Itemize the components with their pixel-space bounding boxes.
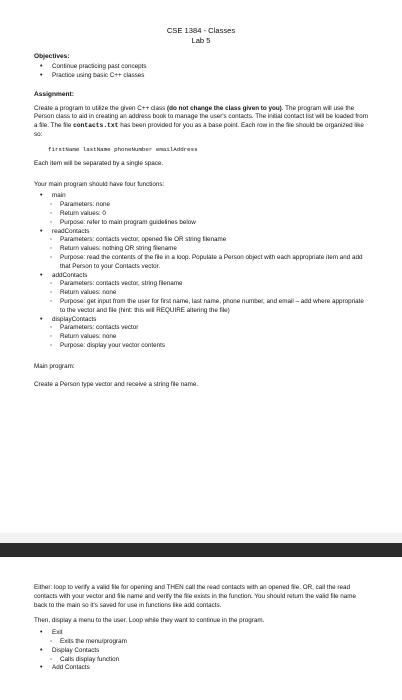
function-detail: ◦ Purpose: get input from the user for first name, last name, phone number, and email – add where appropriate to the vector and file (hint: this will REQUIRE altering the file)	[34, 298, 368, 316]
either-paragraph: Either: loop to verify a valid file for opening and THEN call the read contacts with an opened file. OR, call the read contacts with your vector and file name and verify the file exists in the function. You should return the valid file name back to the main so it's saved for use in functions like add contacts.	[34, 584, 357, 609]
function-detail: ◦ Parameters: contacts vector	[34, 324, 368, 333]
menu-item-name: Display Contacts	[52, 646, 100, 654]
page-gap	[0, 557, 402, 584]
page-divider-bar	[0, 543, 402, 557]
intro-filename: contacts.txt	[73, 122, 119, 130]
function-item-displaycontacts	[34, 316, 368, 351]
functions-list	[34, 192, 368, 350]
function-detail: ◦ Parameters: none	[34, 201, 368, 210]
menu-list	[34, 629, 368, 673]
objective-item: • Practice using basic C++ classes	[34, 72, 368, 81]
assignment-intro	[34, 105, 368, 140]
menu-item-name: Exit	[52, 629, 63, 637]
menu-item-detail: ◦ Exits the menu/program	[34, 638, 368, 647]
function-detail: ◦ Return values: none	[34, 333, 368, 342]
intro-text-bold: (do not change the class given to you)	[167, 104, 282, 112]
function-details	[34, 324, 368, 350]
main-program-heading: Main program:	[34, 362, 75, 370]
menu-item-display-contacts	[34, 647, 368, 665]
function-detail: ◦ Parameters: contacts vector, string filename	[34, 280, 368, 289]
main-program-text: Create a Person type vector and receive a string file name.	[34, 380, 199, 388]
menu-item-add-contacts	[34, 664, 368, 673]
objectives-heading: Objectives:	[34, 53, 70, 60]
objective-item: • Continue practicing past concepts	[34, 63, 368, 72]
intro-text-middle: . The program will use the Person class to aid in creating an address book to manage the user's contacts. The initial contact list will be loaded from a file. The file	[34, 104, 368, 130]
menu-item-name: Add Contacts	[52, 664, 90, 672]
function-name: main	[52, 192, 66, 200]
function-name: readContacts	[52, 227, 90, 235]
assignment-heading: Assignment:	[34, 90, 74, 98]
function-details	[34, 236, 368, 271]
function-name: addContacts	[52, 271, 88, 279]
menu-item-detail: ◦ Calls display function	[34, 656, 368, 665]
function-detail: ◦ Return values: none	[34, 289, 368, 298]
function-detail: ◦ Return values: 0	[34, 210, 368, 219]
page-two	[0, 584, 402, 700]
function-item-addcontacts	[34, 272, 368, 316]
function-detail: ◦ Return values: nothing OR string filename	[34, 245, 368, 254]
function-details	[34, 280, 368, 315]
intro-text-end: has been provided for you as a base point. Each row in the file should be organized like so:	[34, 122, 364, 138]
menu-item-details	[34, 656, 368, 665]
objectives-list	[34, 63, 368, 81]
menu-item-exit	[34, 629, 368, 647]
page-gap	[0, 533, 402, 543]
function-detail: ◦ Purpose: display your vector contents	[34, 342, 368, 351]
separator-note: Each item will be separated by a single space.	[34, 159, 164, 167]
function-name: displayContacts	[52, 315, 97, 323]
file-format-line: firstName lastName phoneNumber emailAddress	[48, 145, 198, 153]
function-detail: ◦ Purpose: refer to main program guidelines below	[34, 219, 368, 228]
function-detail: ◦ Parameters: contacts vector, opened file OR string filename	[34, 236, 368, 245]
function-item-main	[34, 192, 368, 227]
function-item-readcontacts	[34, 228, 368, 272]
document-title: CSE 1384 - Classes	[166, 26, 236, 35]
function-details	[34, 201, 368, 227]
menu-item-details	[34, 638, 368, 647]
functions-intro: Your main program should have four functions:	[34, 180, 165, 188]
function-detail: ◦ Purpose: read the contents of the file in a loop. Populate a Person object with each appropriate item and add that Person to your Contacts vector.	[34, 254, 368, 272]
intro-text-start: Create a program to utilize the given C++ class	[34, 104, 168, 112]
document-subtitle: Lab 5	[191, 36, 211, 45]
menu-paragraph: Then, display a menu to the user. Loop while they want to continue in the program.	[34, 617, 265, 625]
